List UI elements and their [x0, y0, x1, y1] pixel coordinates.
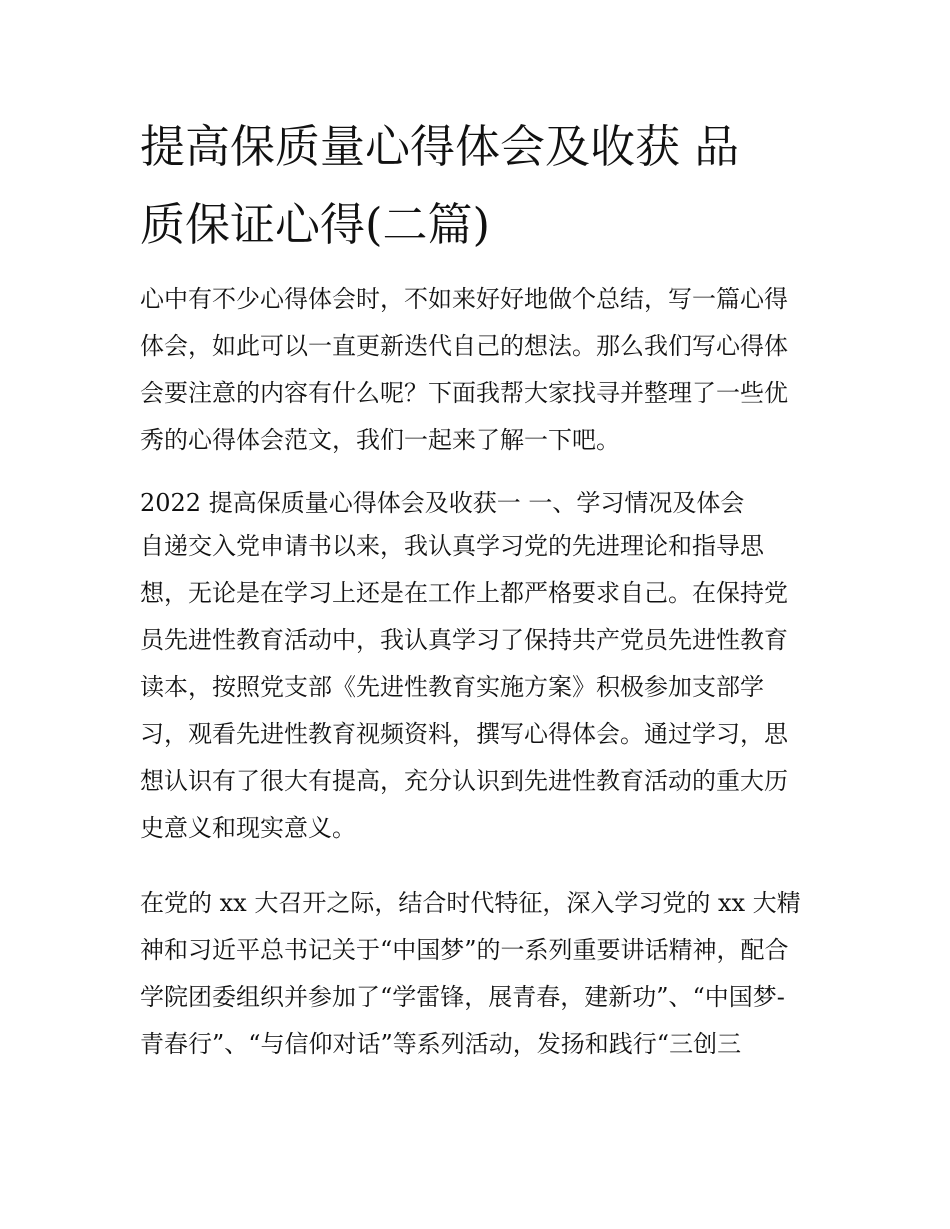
text-line: 史意义和现实意义。	[140, 814, 356, 842]
text-line: 体会，如此可以一直更新迭代自己的想法。那么我们写心得体	[140, 332, 788, 360]
text-line: 学院团委组织并参加了“学雷锋，展青春，建新功”、“中国梦-	[140, 983, 785, 1011]
text-line: 习，观看先进性教育视频资料，撰写心得体会。通过学习，思	[140, 720, 788, 748]
text-line: 员先进性教育活动中，我认真学习了保持共产党员先进性教育	[140, 626, 788, 654]
body-paragraph	[140, 523, 820, 852]
text-line: 想，无论是在学习上还是在工作上都严格要求自己。在保持党	[140, 579, 788, 607]
body-paragraph	[140, 880, 820, 1068]
text-line: 神和习近平总书记关于“中国梦”的一系列重要讲话精神，配合	[140, 936, 789, 964]
document-title	[140, 108, 820, 264]
text-line: 在党的 xx 大召开之际，结合时代特征，深入学习党的 xx 大精	[140, 889, 801, 917]
section-heading	[140, 480, 820, 527]
text-line: 自递交入党申请书以来，我认真学习党的先进理论和指导思	[140, 532, 764, 560]
text-line: 2022 提高保质量心得体会及收获一 一、学习情况及体会	[140, 489, 745, 517]
text-line: 读本，按照党支部《先进性教育实施方案》积极参加支部学	[140, 673, 764, 701]
title-line: 质保证心得(二篇)	[140, 198, 491, 251]
text-line: 秀的心得体会范文，我们一起来了解一下吧。	[140, 426, 620, 454]
text-line: 会要注意的内容有什么呢？下面我帮大家找寻并整理了一些优	[140, 379, 788, 407]
text-line: 青春行”、“与信仰对话”等系列活动，发扬和践行“三创三	[140, 1030, 742, 1058]
intro-paragraph	[140, 276, 820, 464]
text-line: 想认识有了很大有提高，充分认识到先进性教育活动的重大历	[140, 767, 788, 795]
title-line: 提高保质量心得体会及收获 品	[140, 120, 740, 173]
text-line: 心中有不少心得体会时，不如来好好地做个总结，写一篇心得	[140, 285, 788, 313]
